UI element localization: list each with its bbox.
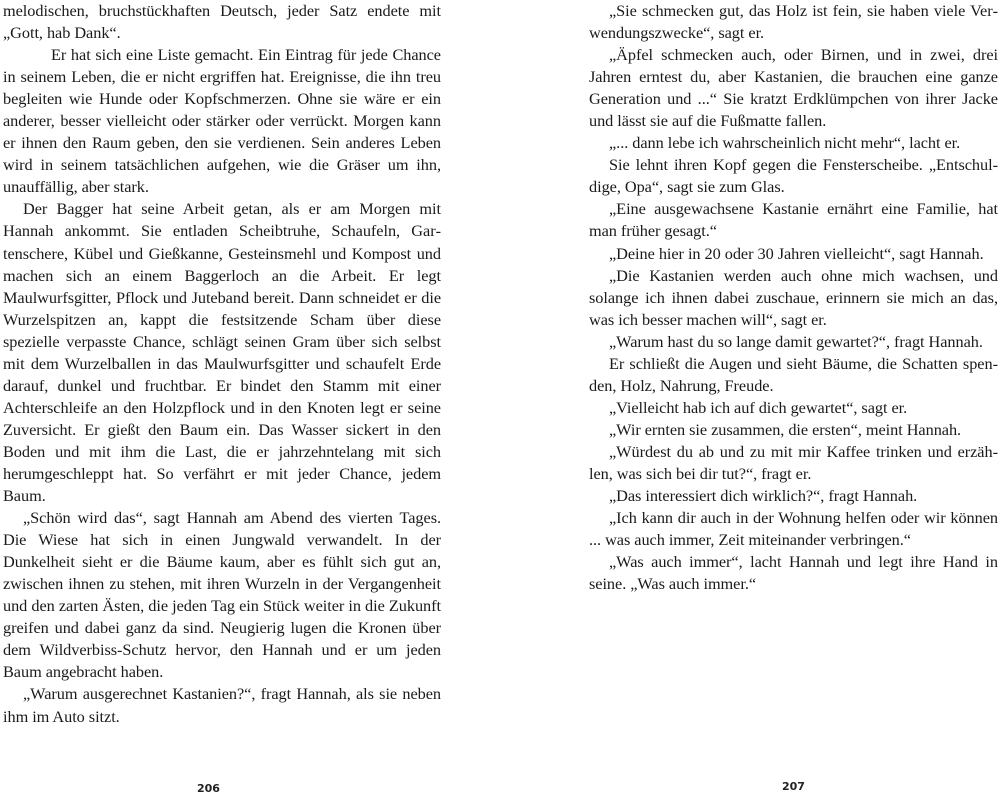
right-page	[500, 0, 1000, 800]
paragraph: „Was auch immer“, lacht Hannah und legt ihre Hand in seine. „Was auch immer.“	[589, 552, 998, 594]
left-page-text	[3, 0, 441, 728]
paragraph: „Vielleicht hab ich auf dich gewartet“, sagt er.	[609, 397, 908, 417]
paragraph: „Warum ausgerechnet Kastanien?“, fragt Hannah, als sie neben ihm im Auto sitzt.	[3, 684, 441, 726]
page-number: 206	[197, 782, 220, 795]
paragraph: „Schön wird das“, sagt Hannah am Abend des vierten Tages. Die Wiese hat sich in einen Jungwald verwandelt. In der Dunkelheit sieht er die Bäume kaum, aber es fühlt sich gut an, zwischen ihnen zu stehen, mit ihren Wurzeln in der Vergangenheit und den zarten Ästen, die jeden Tag ein Stück weiter in die Zukunft greifen und dabei ganz da sind. Neugierig lugen die Kronen über dem Wildverbiss-Schutz hervor, den Hannah und er um jeden Baum angebracht haben.	[3, 508, 441, 682]
paragraph: „Äpfel schmecken auch, oder Birnen, und in zwei, drei Jahren erntest du, aber Kastanien, die brauchen eine ganze Generation und ...“ Sie kratzt Erdklümpchen von ihrer Jacke und lässt sie auf die Fußmatte fallen.	[589, 45, 998, 131]
paragraph: „Eine ausgewachsene Kastanie ernährt eine Familie, hat man früher gesagt.“	[589, 199, 998, 241]
paragraph: Sie lehnt ihren Kopf gegen die Fensterscheibe. „Entschuldige, Opa“, sagt sie zum Glas.	[589, 155, 998, 197]
paragraph: „Deine hier in 20 oder 30 Jahren vielleicht“, sagt Hannah.	[609, 243, 984, 263]
page-number: 207	[782, 780, 805, 793]
paragraph: Er hat sich eine Liste gemacht. Ein Eintrag für jede Chance in seinem Leben, die er nicht ergriffen hat. Ereignisse, die ihn treu begleiten wie Hunde oder Kopfschmerzen. Ohne sie wäre er ein anderer, besser vielleicht oder stärker oder verrückt. Morgen kann er ihnen den Raum geben, den sie verdienen. Sein anderes Leben wird in seinem tatsächlichen aufgehen, wie die Gräser um ihn, unauffällig, aber stark.	[3, 45, 441, 197]
paragraph: „Sie schmecken gut, das Holz ist fein, sie haben viele Verwendungszwecke“, sagt er.	[589, 1, 998, 43]
right-page-text	[589, 0, 998, 595]
paragraph: „Warum hast du so lange damit gewartet?“, fragt Hannah.	[609, 331, 983, 351]
paragraph: „Das interessiert dich wirklich?“, fragt Hannah.	[609, 486, 918, 506]
paragraph: „Würdest du ab und zu mit mir Kaffee trinken und erzählen, was sich bei dir tut?“, fragt er.	[589, 441, 998, 483]
paragraph: Er schließt die Augen und sieht Bäume, die Schatten spenden, Holz, Nahrung, Freude.	[589, 353, 998, 395]
paragraph: „... dann lebe ich wahrscheinlich nicht mehr“, lacht er.	[609, 133, 961, 153]
paragraph: „Wir ernten sie zusammen, die ersten“, meint Hannah.	[609, 419, 962, 439]
paragraph: „Die Kastanien werden auch ohne mich wachsen, und solange ich ihnen dabei zuschaue, erinnern sie mich an das, was ich besser machen will“, sagt er.	[589, 265, 998, 329]
paragraph: melodischen, bruchstückhaften Deutsch, jeder Satz endete mit „Gott, hab Dank“.	[3, 1, 441, 43]
paragraph: Der Bagger hat seine Arbeit getan, als er am Morgen mit Hannah ankommt. Sie entladen Scheibtruhe, Schaufeln, Gartenschere, Kübel und Gießkanne, Gesteinsmehl und Kompost und machen sich an einem Baggerloch an die Arbeit. Er legt Maulwurfsgitter, Pflock und Juteband bereit. Dann schneidet er die Wurzelspitzen an, kappt die festsitzende Scham über diese spezielle verpasste Chance, schlägt seinen Gram über sich selbst mit dem Wurzelballen in das Maulwurfsgitter und schaufelt Erde darauf, dunkel und fruchtbar. Er bindet den Stamm mit einer Achterschleife an den Holzpflock und in den Knoten legt er seine Zuversicht. Er gießt den Baum ein. Das Wasser sickert in den Boden und mit ihm die Last, die er jahrzehntelang mit sich herumgeschleppt hat. So verfährt er mit jeder Chance, jedem Baum.	[3, 199, 441, 506]
paragraph: „Ich kann dir auch in der Wohnung helfen oder wir können ... was auch immer, Zeit miteinander verbringen.“	[589, 508, 998, 550]
